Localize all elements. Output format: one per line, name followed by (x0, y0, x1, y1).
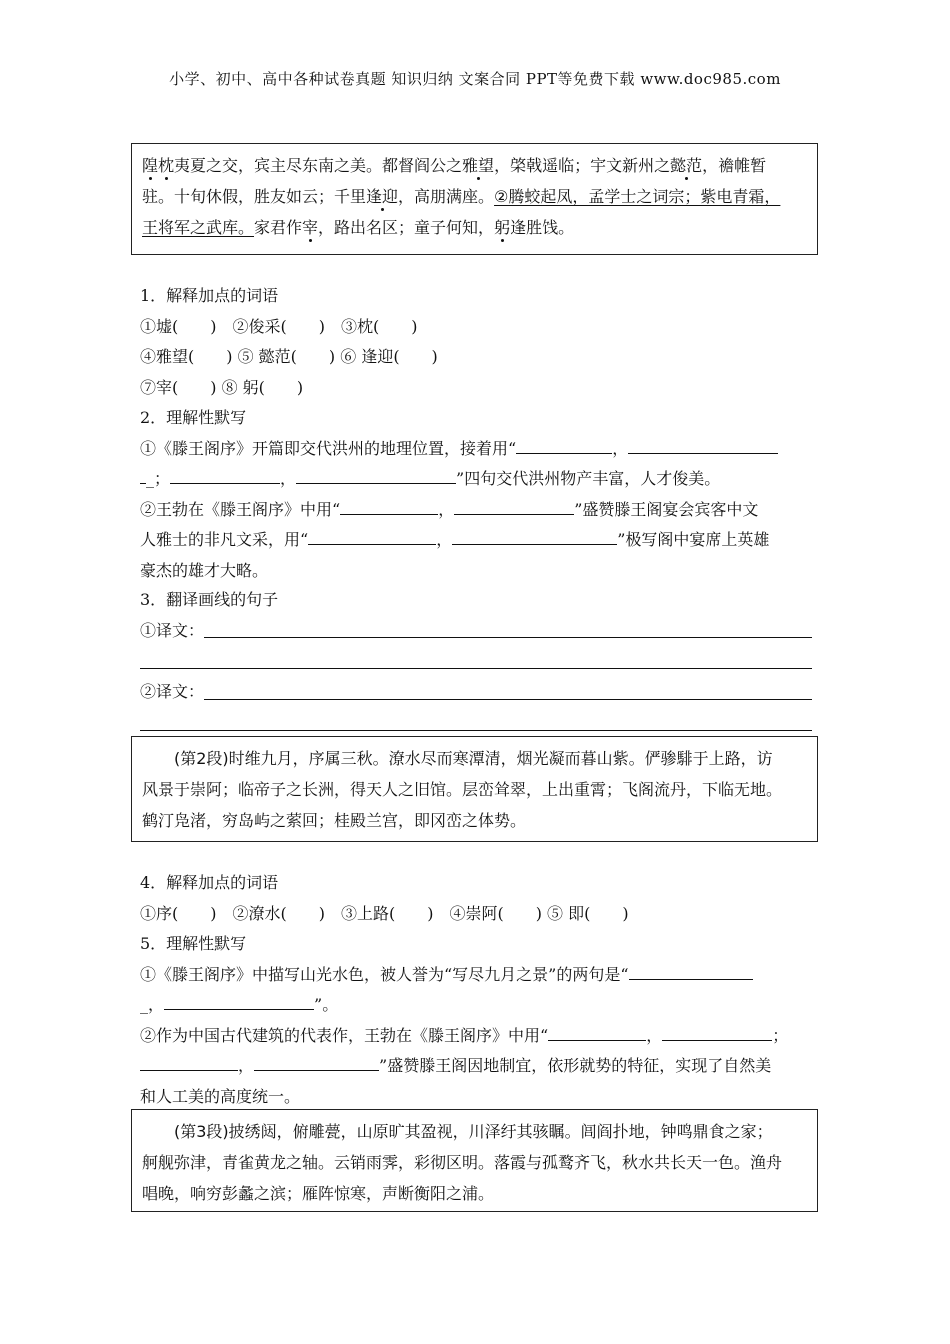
answer-blank[interactable] (548, 1022, 646, 1041)
passage-box-3 (131, 1109, 818, 1212)
answer-blank[interactable] (516, 435, 612, 454)
answer-blank[interactable] (629, 961, 753, 980)
answer-blank[interactable] (254, 1052, 379, 1071)
answer-blank[interactable] (140, 1052, 238, 1071)
page-header: 小学、初中、高中各种试卷真题 知识归纳 文案合同 PPT等免费下载 www.doc985.com (169, 70, 781, 88)
question-title: 2．理解性默写 (140, 408, 247, 427)
passage-line: 驻。十旬休假，胜友如云；千里逢迎，高朋满座。②腾蛟起凤，孟学士之词宗；紫电青霜， (142, 181, 809, 212)
translation-line[interactable] (140, 708, 812, 731)
answer-row[interactable]: ①序( ) ②潦水( ) ③上路( ) ④崇阿( ) ⑤ 即( ) (140, 903, 629, 923)
dictation-prompt-2-end: 豪杰的雄才大略。 (140, 560, 269, 580)
answer-blank[interactable] (170, 465, 280, 484)
passage-line: 隍枕夷夏之交，宾主尽东南之美。都督阎公之雅望，棨戟遥临；宇文新州之懿范，襜帷暂 (142, 150, 809, 181)
dictation-prompt-2-cont: 人雅士的非凡文采，用“ ， ”极写阁中宴席上英雄 (140, 525, 812, 556)
dictation-prompt-1: ①《滕王阁序》开篇即交代洪州的地理位置，接着用“ ， (140, 434, 812, 465)
answer-blank[interactable] (340, 496, 438, 515)
question-title: 3．翻译画线的句子 (140, 590, 279, 609)
passage-box-2 (131, 736, 818, 842)
translation-input-1[interactable] (204, 619, 812, 638)
question-title: 4．解释加点的词语 (140, 873, 279, 892)
question-4 (140, 868, 812, 929)
passage-line: (第3段)披绣闼，俯雕甍，山原旷其盈视，川泽纡其骇瞩。闾阎扑地，钟鸣鼎食之家； (174, 1122, 773, 1141)
answer-blank[interactable] (308, 526, 436, 545)
translation-row-2: ②译文： (140, 677, 812, 708)
question-title: 5．理解性默写 (140, 934, 247, 953)
answer-row[interactable]: ④雅望( ) ⑤ 懿范( ) ⑥ 逢迎( ) (140, 347, 438, 366)
dictation-prompt-1-cont: _； ， ”四句交代洪州物产丰富，人才俊美。 (140, 464, 812, 495)
question-title: 1．解释加点的词语 (140, 286, 279, 305)
answer-blank[interactable] (628, 435, 778, 454)
answer-blank[interactable] (452, 526, 617, 545)
passage-line: 舸舰弥津，青雀黄龙之轴。云销雨霁，彩彻区明。落霞与孤鹜齐飞，秋水共长天一色。渔舟 (142, 1153, 783, 1172)
answer-row[interactable]: ⑦宰( ) ⑧ 躬( ) (140, 377, 304, 397)
passage-line: 鹤汀凫渚，穷岛屿之萦回；桂殿兰宫，即冈峦之体势。 (142, 811, 527, 830)
answer-blank[interactable] (296, 465, 456, 484)
dictation-prompt-2-end: 和人工美的高度统一。 (140, 1086, 301, 1106)
passage-line: 唱晚，响穷彭蠡之滨；雁阵惊寒，声断衡阳之浦。 (142, 1184, 495, 1203)
question-3 (140, 585, 812, 739)
passage-box-1 (131, 143, 818, 255)
question-1 (140, 281, 812, 403)
passage-line: (第2段)时维九月，序属三秋。潦水尽而寒潭清，烟光凝而暮山紫。俨骖騑于上路，访 (174, 749, 773, 768)
dictation-prompt-2: ②王勃在《滕王阁序》中用“ ， ”盛赞滕王阁宴会宾客中文 (140, 495, 812, 526)
dictation-prompt-1-cont: _， ”。 (140, 990, 812, 1021)
answer-row[interactable]: ①墟( ) ②俊采( ) ③枕( ) (140, 316, 418, 336)
passage-line: 王将军之武库。家君作宰，路出名区；童子何知，躬逢胜饯。 (142, 212, 809, 243)
answer-blank[interactable] (164, 991, 314, 1010)
dictation-prompt-2-cont: ， ”盛赞滕王阁因地制宜，依形就势的特征，实现了自然美 (140, 1051, 812, 1082)
question-2 (140, 403, 812, 586)
answer-blank[interactable] (454, 496, 574, 515)
question-5 (140, 929, 812, 1112)
passage-line: 风景于崇阿；临帝子之长洲，得天人之旧馆。层峦耸翠，上出重霄；飞阁流丹，下临无地。 (142, 780, 783, 799)
answer-blank[interactable] (662, 1022, 772, 1041)
translation-row-1: ①译文： (140, 616, 812, 647)
dictation-prompt-2: ②作为中国古代建筑的代表作，王勃在《滕王阁序》中用“ ， ； (140, 1021, 812, 1052)
translation-line[interactable] (140, 646, 812, 669)
dictation-prompt-1: ①《滕王阁序》中描写山光水色，被人誉为“写尽九月之景”的两句是“ (140, 960, 812, 991)
translation-input-2[interactable] (204, 681, 812, 700)
